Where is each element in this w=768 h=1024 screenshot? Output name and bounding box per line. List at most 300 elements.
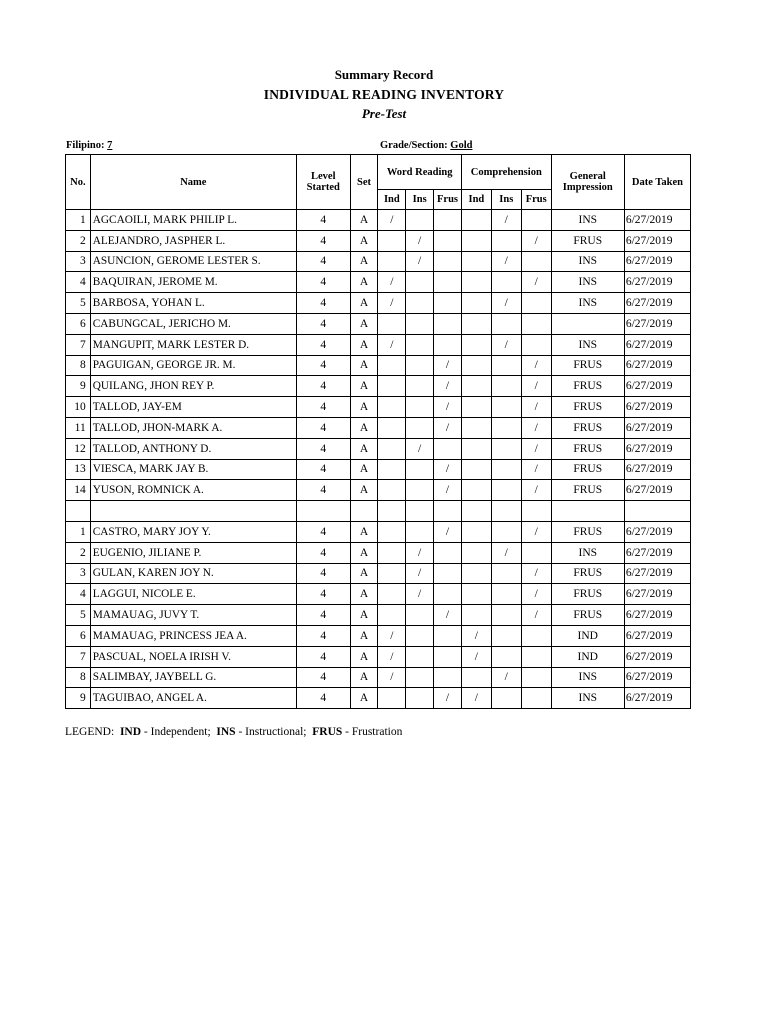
comp-ins-mark	[491, 521, 521, 542]
set: A	[350, 334, 378, 355]
comp-frus-mark	[521, 293, 551, 314]
header-comp-ind: Ind	[461, 190, 491, 210]
general-impression: INS	[551, 667, 624, 688]
word-ins-mark	[406, 480, 434, 501]
table-row	[66, 584, 691, 605]
table-row	[66, 417, 691, 438]
comp-frus-mark	[521, 251, 551, 272]
word-ins-mark	[406, 376, 434, 397]
row-number: 5	[66, 293, 91, 314]
set: A	[350, 355, 378, 376]
level-started: 4	[296, 667, 350, 688]
student-name: BARBOSA, YOHAN L.	[90, 293, 296, 314]
comp-ins-mark	[491, 605, 521, 626]
set: A	[350, 625, 378, 646]
level-started: 4	[296, 334, 350, 355]
legend-ind-code: IND	[119, 726, 142, 738]
row-number: 7	[66, 334, 91, 355]
comp-ins-mark	[491, 646, 521, 667]
comp-ins-mark	[491, 230, 521, 251]
comp-frus-mark: /	[521, 376, 551, 397]
level-started: 4	[296, 688, 350, 709]
student-name: ASUNCION, GEROME LESTER S.	[90, 251, 296, 272]
comp-ind-mark	[461, 397, 491, 418]
general-impression: INS	[551, 688, 624, 709]
student-name: TALLOD, JAY-EM	[90, 397, 296, 418]
comp-frus-mark	[521, 667, 551, 688]
general-impression: INS	[551, 251, 624, 272]
date-taken: 6/27/2019	[624, 313, 690, 334]
date-taken: 6/27/2019	[624, 542, 690, 563]
word-ind-mark	[378, 251, 406, 272]
comp-ins-mark: /	[491, 542, 521, 563]
table-row	[66, 293, 691, 314]
word-ins-mark	[406, 646, 434, 667]
row-number: 9	[66, 376, 91, 397]
word-ind-mark	[378, 584, 406, 605]
word-ind-mark	[378, 355, 406, 376]
table-row	[66, 646, 691, 667]
comp-ins-mark: /	[491, 667, 521, 688]
word-ind-mark: /	[378, 293, 406, 314]
general-impression: INS	[551, 334, 624, 355]
student-name: MAMAUAG, PRINCESS JEA A.	[90, 625, 296, 646]
set: A	[350, 459, 378, 480]
word-ind-mark: /	[378, 210, 406, 231]
set: A	[350, 210, 378, 231]
set: A	[350, 313, 378, 334]
word-frus-mark	[434, 438, 462, 459]
word-ind-mark	[378, 459, 406, 480]
level-started: 4	[296, 272, 350, 293]
set: A	[350, 521, 378, 542]
student-name: MANGUPIT, MARK LESTER D.	[90, 334, 296, 355]
word-frus-mark	[434, 313, 462, 334]
comp-frus-mark	[521, 210, 551, 231]
word-ind-mark	[378, 688, 406, 709]
student-name: LAGGUI, NICOLE E.	[90, 584, 296, 605]
comp-frus-mark: /	[521, 355, 551, 376]
general-impression: INS	[551, 210, 624, 231]
row-number: 14	[66, 480, 91, 501]
header-level-started: Level Started	[296, 155, 350, 210]
date-taken: 6/27/2019	[624, 646, 690, 667]
level-started: 4	[296, 417, 350, 438]
word-ind-mark	[378, 501, 406, 522]
word-ind-mark	[378, 605, 406, 626]
comp-ind-mark	[461, 563, 491, 584]
level-started: 4	[296, 293, 350, 314]
word-frus-mark: /	[434, 605, 462, 626]
general-impression: INS	[551, 542, 624, 563]
grade-section-value: Gold	[450, 140, 473, 151]
set: A	[350, 480, 378, 501]
table-row	[66, 459, 691, 480]
row-number: 7	[66, 646, 91, 667]
header-word-reading: Word Reading	[378, 155, 462, 190]
legend-prefix: LEGEND:	[65, 726, 115, 738]
word-ind-mark: /	[378, 334, 406, 355]
comp-ins-mark	[491, 459, 521, 480]
comp-frus-mark	[521, 625, 551, 646]
table-row	[66, 397, 691, 418]
table-row	[66, 563, 691, 584]
comp-ind-mark	[461, 605, 491, 626]
comp-ins-mark	[491, 438, 521, 459]
general-impression: IND	[551, 625, 624, 646]
set: A	[350, 230, 378, 251]
header-no: No.	[66, 155, 91, 210]
word-ins-mark: /	[406, 584, 434, 605]
word-ins-mark	[406, 501, 434, 522]
comp-ind-mark	[461, 480, 491, 501]
comp-ind-mark	[461, 230, 491, 251]
table-row	[66, 605, 691, 626]
word-ins-mark: /	[406, 563, 434, 584]
set: A	[350, 542, 378, 563]
table-row	[66, 480, 691, 501]
legend-frus-code: FRUS	[312, 726, 343, 738]
student-name: SALIMBAY, JAYBELL G.	[90, 667, 296, 688]
set: A	[350, 563, 378, 584]
word-frus-mark: /	[434, 480, 462, 501]
level-started: 4	[296, 230, 350, 251]
level-started: 4	[296, 313, 350, 334]
general-impression: FRUS	[551, 563, 624, 584]
date-taken: 6/27/2019	[624, 376, 690, 397]
general-impression: FRUS	[551, 480, 624, 501]
student-name: TAGUIBAO, ANGEL A.	[90, 688, 296, 709]
word-frus-mark	[434, 501, 462, 522]
table-row	[66, 667, 691, 688]
table-row	[66, 501, 691, 522]
word-ind-mark: /	[378, 646, 406, 667]
legend-ins-text: - Instructional;	[238, 726, 307, 738]
row-number: 9	[66, 688, 91, 709]
date-taken: 6/27/2019	[624, 625, 690, 646]
word-frus-mark: /	[434, 417, 462, 438]
set: A	[350, 272, 378, 293]
comp-ins-mark: /	[491, 293, 521, 314]
student-name: TALLOD, JHON-MARK A.	[90, 417, 296, 438]
student-name: YUSON, ROMNICK A.	[90, 480, 296, 501]
row-number: 2	[66, 230, 91, 251]
comp-ind-mark	[461, 334, 491, 355]
word-ins-mark	[406, 521, 434, 542]
set: A	[350, 376, 378, 397]
row-number: 4	[66, 272, 91, 293]
table-row	[66, 438, 691, 459]
date-taken: 6/27/2019	[624, 272, 690, 293]
word-frus-mark	[434, 230, 462, 251]
comp-ind-mark	[461, 313, 491, 334]
document-title: Summary Record	[334, 67, 434, 82]
level-started: 4	[296, 646, 350, 667]
word-frus-mark: /	[434, 459, 462, 480]
header-general-impression: General Impression	[551, 155, 624, 210]
general-impression: FRUS	[551, 584, 624, 605]
date-taken: 6/27/2019	[624, 667, 690, 688]
header-date-taken: Date Taken	[624, 155, 690, 210]
word-frus-mark	[434, 563, 462, 584]
level-started: 4	[296, 438, 350, 459]
header-name: Name	[90, 155, 296, 210]
word-ins-mark: /	[406, 438, 434, 459]
date-taken: 6/27/2019	[624, 563, 690, 584]
general-impression: FRUS	[551, 397, 624, 418]
row-number: 6	[66, 625, 91, 646]
word-ind-mark: /	[378, 667, 406, 688]
word-ind-mark	[378, 230, 406, 251]
row-number: 4	[66, 584, 91, 605]
date-taken: 6/27/2019	[624, 438, 690, 459]
comp-ind-mark	[461, 376, 491, 397]
student-name: PAGUIGAN, GEORGE JR. M.	[90, 355, 296, 376]
student-name: EUGENIO, JILIANE P.	[90, 542, 296, 563]
student-name: GULAN, KAREN JOY N.	[90, 563, 296, 584]
row-number: 3	[66, 251, 91, 272]
comp-ind-mark	[461, 251, 491, 272]
word-frus-mark	[434, 584, 462, 605]
table-row	[66, 625, 691, 646]
comp-frus-mark	[521, 334, 551, 355]
word-ins-mark	[406, 313, 434, 334]
word-frus-mark	[434, 272, 462, 293]
word-ins-mark	[406, 459, 434, 480]
word-frus-mark	[434, 293, 462, 314]
set: A	[350, 293, 378, 314]
set: A	[350, 605, 378, 626]
word-ins-mark	[406, 272, 434, 293]
comp-ins-mark	[491, 272, 521, 293]
table-row	[66, 521, 691, 542]
test-type: Pre-Test	[361, 106, 407, 121]
general-impression: FRUS	[551, 376, 624, 397]
comp-ind-mark	[461, 272, 491, 293]
level-started: 4	[296, 355, 350, 376]
subject-value: 7	[107, 140, 113, 151]
table-row	[66, 355, 691, 376]
table-row	[66, 376, 691, 397]
word-ind-mark: /	[378, 272, 406, 293]
word-ins-mark	[406, 625, 434, 646]
student-name: MAMAUAG, JUVY T.	[90, 605, 296, 626]
comp-frus-mark: /	[521, 459, 551, 480]
comp-ins-mark: /	[491, 210, 521, 231]
set	[350, 501, 378, 522]
word-frus-mark	[434, 646, 462, 667]
general-impression: INS	[551, 272, 624, 293]
student-name: VIESCA, MARK JAY B.	[90, 459, 296, 480]
date-taken: 6/27/2019	[624, 355, 690, 376]
comp-ins-mark	[491, 480, 521, 501]
word-frus-mark: /	[434, 397, 462, 418]
comp-ind-mark	[461, 667, 491, 688]
comp-frus-mark: /	[521, 584, 551, 605]
grade-section-field	[380, 140, 472, 151]
comp-ins-mark: /	[491, 251, 521, 272]
student-name: TALLOD, ANTHONY D.	[90, 438, 296, 459]
word-ins-mark	[406, 210, 434, 231]
word-ind-mark	[378, 563, 406, 584]
table-row	[66, 334, 691, 355]
word-frus-mark: /	[434, 688, 462, 709]
word-ins-mark	[406, 688, 434, 709]
level-started: 4	[296, 480, 350, 501]
word-frus-mark: /	[434, 376, 462, 397]
header-word-frus: Frus	[434, 190, 462, 210]
word-ind-mark	[378, 480, 406, 501]
word-ind-mark	[378, 438, 406, 459]
date-taken: 6/27/2019	[624, 397, 690, 418]
comp-ind-mark	[461, 210, 491, 231]
word-ind-mark	[378, 417, 406, 438]
row-number: 12	[66, 438, 91, 459]
row-number: 1	[66, 521, 91, 542]
word-ins-mark	[406, 293, 434, 314]
general-impression: FRUS	[551, 521, 624, 542]
student-name: QUILANG, JHON REY P.	[90, 376, 296, 397]
comp-ins-mark	[491, 313, 521, 334]
word-frus-mark	[434, 210, 462, 231]
word-frus-mark: /	[434, 355, 462, 376]
word-ins-mark: /	[406, 251, 434, 272]
row-number: 13	[66, 459, 91, 480]
table-row	[66, 313, 691, 334]
comp-ins-mark	[491, 355, 521, 376]
word-ins-mark	[406, 605, 434, 626]
legend-frus-text: - Frustration	[345, 726, 403, 738]
general-impression	[551, 313, 624, 334]
grade-section-label: Grade/Section:	[380, 140, 448, 151]
general-impression: FRUS	[551, 355, 624, 376]
comp-ind-mark	[461, 438, 491, 459]
table-row	[66, 251, 691, 272]
date-taken: 6/27/2019	[624, 417, 690, 438]
comp-ind-mark	[461, 584, 491, 605]
table-row	[66, 272, 691, 293]
set: A	[350, 251, 378, 272]
comp-ins-mark	[491, 376, 521, 397]
student-name: ALEJANDRO, JASPHER L.	[90, 230, 296, 251]
date-taken: 6/27/2019	[624, 521, 690, 542]
general-impression: FRUS	[551, 605, 624, 626]
word-frus-mark	[434, 625, 462, 646]
set: A	[350, 438, 378, 459]
row-number: 2	[66, 542, 91, 563]
table-row	[66, 542, 691, 563]
row-number: 8	[66, 355, 91, 376]
row-number: 6	[66, 313, 91, 334]
legend-ind-text: - Independent;	[143, 726, 211, 738]
comp-ind-mark	[461, 293, 491, 314]
student-name	[90, 501, 296, 522]
date-taken: 6/27/2019	[624, 605, 690, 626]
comp-ind-mark	[461, 501, 491, 522]
comp-ind-mark	[461, 417, 491, 438]
date-taken: 6/27/2019	[624, 480, 690, 501]
level-started: 4	[296, 563, 350, 584]
date-taken	[624, 501, 690, 522]
comp-frus-mark: /	[521, 563, 551, 584]
date-taken: 6/27/2019	[624, 210, 690, 231]
comp-ind-mark	[461, 355, 491, 376]
comp-frus-mark: /	[521, 417, 551, 438]
general-impression: FRUS	[551, 417, 624, 438]
row-number: 1	[66, 210, 91, 231]
word-frus-mark	[434, 667, 462, 688]
student-name: CASTRO, MARY JOY Y.	[90, 521, 296, 542]
set: A	[350, 417, 378, 438]
table-row	[66, 210, 691, 231]
table-row	[66, 688, 691, 709]
comp-ins-mark	[491, 688, 521, 709]
set: A	[350, 646, 378, 667]
student-name: PASCUAL, NOELA IRISH V.	[90, 646, 296, 667]
comp-ins-mark	[491, 625, 521, 646]
level-started: 4	[296, 251, 350, 272]
header-word-ins: Ins	[406, 190, 434, 210]
comp-frus-mark: /	[521, 605, 551, 626]
student-name: CABUNGCAL, JERICHO M.	[90, 313, 296, 334]
comp-frus-mark	[521, 313, 551, 334]
comp-frus-mark	[521, 688, 551, 709]
legend	[65, 726, 402, 738]
comp-frus-mark	[521, 542, 551, 563]
row-number: 11	[66, 417, 91, 438]
general-impression	[551, 501, 624, 522]
comp-ind-mark: /	[461, 646, 491, 667]
level-started	[296, 501, 350, 522]
general-impression: FRUS	[551, 459, 624, 480]
document-subtitle: INDIVIDUAL READING INVENTORY	[263, 87, 505, 102]
word-frus-mark	[434, 542, 462, 563]
date-taken: 6/27/2019	[624, 293, 690, 314]
comp-ins-mark	[491, 584, 521, 605]
level-started: 4	[296, 210, 350, 231]
general-impression: FRUS	[551, 438, 624, 459]
student-name: BAQUIRAN, JEROME M.	[90, 272, 296, 293]
comp-ind-mark	[461, 521, 491, 542]
subject-field	[66, 140, 112, 151]
comp-ins-mark	[491, 417, 521, 438]
date-taken: 6/27/2019	[624, 334, 690, 355]
general-impression: IND	[551, 646, 624, 667]
level-started: 4	[296, 605, 350, 626]
date-taken: 6/27/2019	[624, 459, 690, 480]
level-started: 4	[296, 542, 350, 563]
comp-frus-mark: /	[521, 521, 551, 542]
header-comp-frus: Frus	[521, 190, 551, 210]
date-taken: 6/27/2019	[624, 230, 690, 251]
date-taken: 6/27/2019	[624, 251, 690, 272]
level-started: 4	[296, 625, 350, 646]
level-started: 4	[296, 397, 350, 418]
comp-frus-mark: /	[521, 438, 551, 459]
header-set: Set	[350, 155, 378, 210]
word-ind-mark	[378, 542, 406, 563]
word-ins-mark	[406, 355, 434, 376]
word-ins-mark	[406, 667, 434, 688]
student-name: AGCAOILI, MARK PHILIP L.	[90, 210, 296, 231]
word-ind-mark	[378, 397, 406, 418]
comp-frus-mark: /	[521, 397, 551, 418]
comp-ins-mark	[491, 563, 521, 584]
comp-frus-mark: /	[521, 272, 551, 293]
subject-label: Filipino:	[66, 140, 105, 151]
level-started: 4	[296, 459, 350, 480]
comp-ind-mark	[461, 459, 491, 480]
